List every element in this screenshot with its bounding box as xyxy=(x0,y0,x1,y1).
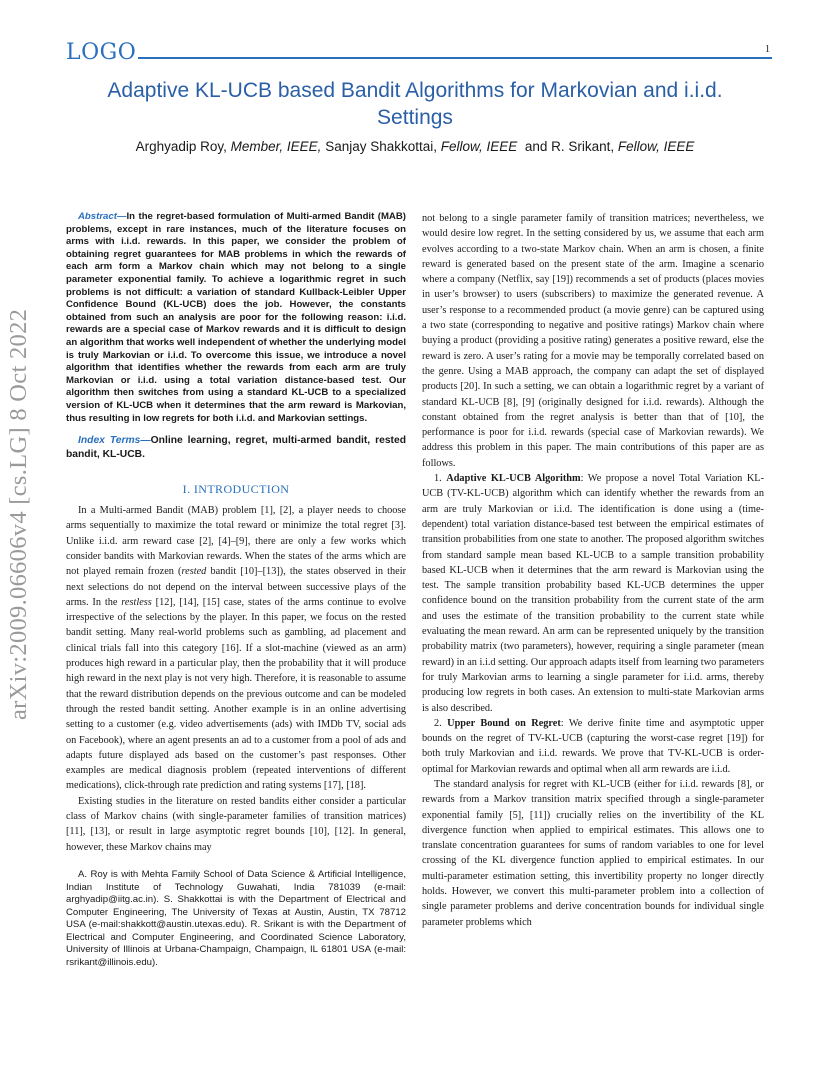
abstract xyxy=(66,211,406,425)
author-affiliation: Fellow, IEEE xyxy=(440,139,518,154)
author-name: and R. Srikant, xyxy=(524,139,615,154)
contribution-item: 2. Upper Bound on Regret: We derive finite time and asymptotic upper bounds on the regret of TV-KL-UCB (capturing the worst-case regret [19]) for both truly Markovian and i.i.d. rewards. We prove that TV-KL-UCB is order-optimal for Markovian rewards and optimal when all arm rewards are i.i.d. xyxy=(422,717,764,775)
paragraph: Existing studies in the literature on rested bandits either consider a particular class of Markov chains (with single-parameter families of transition matrices) [11], [13], or result in large asymptotic regret bounds [10], [12]. In general, however, these Markov chains may xyxy=(66,795,406,853)
author-affiliation: Fellow, IEEE xyxy=(617,139,695,154)
abstract-label: Abstract— xyxy=(78,211,127,222)
page-number: 1 xyxy=(765,44,770,55)
contribution-item: 1. Adaptive KL-UCB Algorithm: We propose a novel Total Variation KL-UCB (TV-KL-UCB) algorithm which can identify whether the rewards from an arm are truly Markovian or i.i.d. The identification is done using a (time-dependent) total variation distance-based test between the empirical estimates of transition probabilities from one state to another. The proposed algorithm switches from standard sample mean based KL-UCB to a sample transition probability based KL-UCB when it determines that the arm reward is Markovian using the test. The sample transition probability based KL-UCB determines the upper confidence bound on the transition probability from the current state of the arm and uses the estimate of the transition probability to the current state while evaluating the mean reward. An arm can be represented uniquely by the transition probability matrix (two parameters), however, requiring a single parameter (mean reward) in an i.i.d setting. Our approach adapts itself from learning two parameters for truly Markovian arms to learning a single parameter for i.i.d. arms, thereby producing low regrets in both cases. An extension to multi-state Markovian arms is also described. xyxy=(422,473,765,714)
right-column xyxy=(422,211,764,930)
index-terms xyxy=(66,434,406,462)
author-name: Sanjay Shakkottai, xyxy=(325,139,438,154)
affiliation-footnote: A. Roy is with Mehta Family School of Data Science & Artificial Intelligence, Indian Institute of Technology Guwahati, India 781039 (e-mail: arghyadip@iitg.ac.in). S. Shakkottai is with the Department of Electrical and Computer Engineering, The University of Texas at Austin, Austin, TX 78712 USA (e-mail:shakkott@austin.utexas.edu). R. Srikant is with the Department of Electrical and Computer Engineering, and Coordinated Science Laboratory, University of Illinois at Urbana-Champaign, Champaign, IL 61801 USA (e-mail: rsrikant@illinois.edu). xyxy=(66,868,406,969)
arxiv-identifier[interactable]: arXiv:2009.06606v4 [cs.LG] 8 Oct 2022 xyxy=(5,308,32,720)
author-affiliation: Member, IEEE, xyxy=(230,139,322,154)
index-terms-text: Online learning, regret, multi-armed bandit, rested bandit, KL-UCB. xyxy=(66,435,406,461)
journal-logo: LOGO xyxy=(66,40,137,65)
paragraph: In a Multi-armed Bandit (MAB) problem [1], [2], a player needs to choose arms sequentially to maximize the total reward or minimize the total regret [3]. Unlike i.i.d. arm reward case [2], [4]–[9], there are only a few works which consider bandits with Markovian rewards. When the states of the arms which are not played remain frozen (rested bandit [10]–[13]), the states observed in their next selections do not depend on the interval between successive plays of the arms. In the restless [12], [14], [15] case, states of the arms continue to evolve irrespective of the selections by the player. In this paper, we focus on the rested bandit setting. Many real-world problems such as gambling, ad placement and clinical trials fall into this category [16]. If a slot-machine (viewed as an arm) produces high reward in a particular play, then the probability that it will produce high reward in the next play is not very high. Therefore, it is reasonable to assume that the reward distribution depends on the previous outcome and can be modeled through the rested bandit setting. Another example is in an online advertising setting to a customer (e.g. video advertisements (ads) with IMDb TV, social ads on Facebook), where an agent presents an ad to a customer from a pool of ads and adapts future displayed ads based on the customer’s past responses. Other examples are medical diagnosis problem (repeated interventions of different medications), click-through rate prediction and rating systems [17], [18]. xyxy=(66,505,406,792)
author-name: Arghyadip Roy, xyxy=(135,139,227,154)
author-line xyxy=(70,139,760,154)
paragraph: not belong to a single parameter family of transition matrices; nevertheless, we would desire low regret. In the setting considered by us, we assume that each arm evolves according to a two-state Markov chain. When an arm is chosen, a finite reward is generated based on the present state of the arm. Imagine a scenario where a company (Netflix, say [19]) recommends a set of products (places movies in user’s browser) to users (subscribers) to maximize the generated revenue. A user’s response to a recommended product (a movie genre) can be captured using a two state (corresponding to negative and positive ratings) Markov chain where buying a product (providing a positive rating) generates a positive reward, else the reward is zero. A user’s rating for a movie may be temporally correlated based on the genre. Using a MAB approach, the company can adapt the set of displayed products [20]. In such a setting, we can obtain a logarithmic regret by a variant of standard KL-UCB [8], [9] (originally designed for i.i.d. rewards). Although the constant obtained from the regret analysis is better than that of [10], the performance is poor for i.i.d. rewards (special case of Markovian rewards). We address this problem in this paper. The main contributions of this paper are as follows. xyxy=(422,213,764,469)
header-rule xyxy=(138,57,772,59)
paragraph: The standard analysis for regret with KL-UCB (either for i.i.d. rewards [8], or rewards from a Markov transition matrix specified through a single-parameter exponential family [5], [11]) crucially relies on the invertibility of the KL divergence function when applied to empirical estimates. This allows one to translate concentration guarantees for sums of random variables to one for level crossing of the KL divergence function applied to empirical estimates. In our multi-parameter estimation setting, this invertibility property no longer directly holds. However, we convert this multi-parameter problem into a collection of single parameter problems and derive concentration bounds for individual single parameter problems which xyxy=(422,778,764,928)
index-terms-label: Index Terms— xyxy=(78,435,151,447)
abstract-text: In the regret-based formulation of Multi-armed Bandit (MAB) problems, except in rare instances, much of the literature focuses on arms with i.i.d. rewards. In this paper, we consider the problem of obtaining regret guarantees for MAB problems in which the rewards of each arm form a Markov chain which may not belong to a single parameter exponential family. To achieve a logarithmic regret in such problems is not difficult: a variation of standard Kullback-Leibler Upper Confidence Bound (KL-UCB) does the job. However, the constants obtained from such an analysis are poor for the following reason: i.i.d. rewards are a special case of Markov rewards and it is difficult to design an algorithm that works well independent of whether the underlying model is truly Markovian or i.i.d. To overcome this issue, we introduce a novel algorithm that identifies whether the rewards from each arm are truly Markovian or i.i.d. using a total variation distance-based test. Our algorithm then switches from using a standard KL-UCB to a specialized version of KL-UCB when it determines that the arm reward is Markovian, thus resulting in low regrets for both i.i.d. and Markovian settings. xyxy=(66,211,406,424)
section-heading: I. INTRODUCTION xyxy=(182,482,290,497)
left-column xyxy=(66,211,406,979)
paper-title: Adaptive KL-UCB based Bandit Algorithms for Markovian and i.i.d. Settings xyxy=(107,79,723,129)
